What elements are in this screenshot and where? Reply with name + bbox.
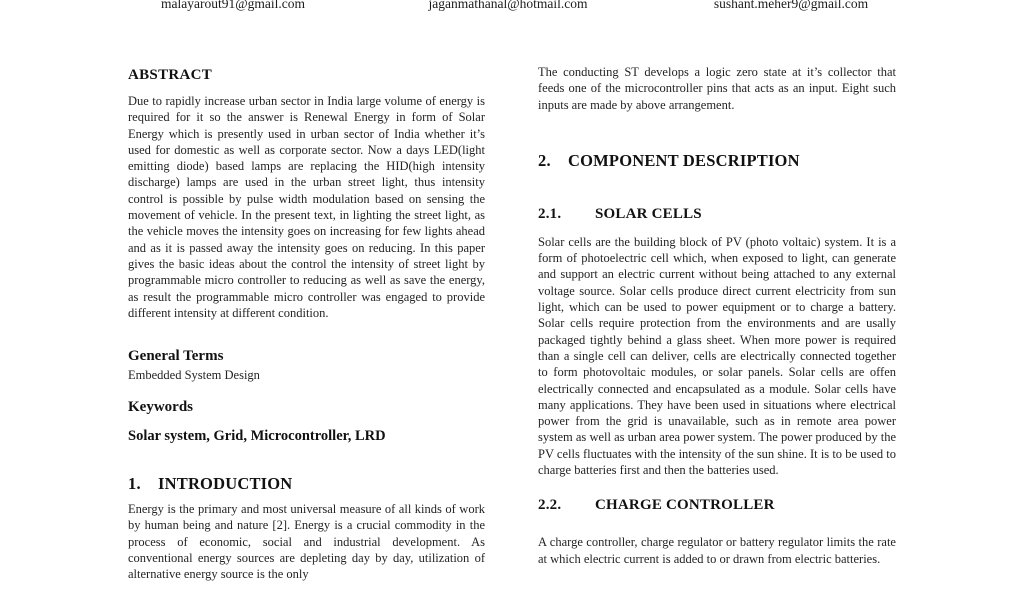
left-column <box>128 0 485 583</box>
charge-controller-paragraph: A charge controller, charge regulator or battery regulator limits the rate at which electric current is added to or drawn from electric batteries. <box>538 535 896 566</box>
section-2-heading <box>538 151 896 170</box>
section-2-2-number: 2.2. <box>538 497 562 514</box>
introduction-paragraph: Energy is the primary and most universal measure of all kinds of work by human being and nature [2]. Energy is a crucial commodity in the process of economic, social and industrial development. As conventional energy sources are depleting day by day, utilization of alternative energy source is the only <box>128 502 485 582</box>
general-terms-heading: General Terms <box>128 348 224 365</box>
section-2-2-title: CHARGE CONTROLLER <box>595 497 775 514</box>
right-column <box>538 0 896 567</box>
section-1-number: 1. <box>128 474 141 494</box>
author-email-2: jaganmathanal@hotmail.com <box>428 0 588 11</box>
abstract-paragraph: Due to rapidly increase urban sector in India large volume of energy is required for it so the answer is Renewal Energy in form of Solar Energy which is presently used in urban sector of India whether it’s used for domestic as well as corporate sector. Now a days LED(light emitting diode) based lamps are replacing the HID(high intensity discharge) lamps are used in the urban street light, thus intensity control is possible by pulse width modulation based on sensing the movement of vehicle. In the present text, in lighting the street light, as the vehicle moves the intensity goes on increasing for few lights ahead and as it is passed away the intensity goes on reducing. In this paper gives the basic ideas about the control the intensity of street light by programmable micro controller to reducing as well as save the energy, as result the programmable micro controller was engaged to provide different intensity at different condition. <box>128 94 485 320</box>
abstract-heading: ABSTRACT <box>128 67 213 83</box>
section-2-1-heading <box>538 205 896 223</box>
general-terms-text: Embedded System Design <box>128 368 260 383</box>
section-1-heading <box>128 474 485 493</box>
section-1-title: INTRODUCTION <box>158 474 293 494</box>
author-email-3: sushant.meher9@gmail.com <box>713 0 869 11</box>
section-2-1-title: SOLAR CELLS <box>595 205 702 222</box>
section-2-2-heading <box>538 496 896 514</box>
section-2-title: COMPONENT DESCRIPTION <box>568 150 800 170</box>
author-email-1: malayarout91@gmail.com <box>160 0 306 11</box>
section-2-number: 2. <box>538 150 551 170</box>
section-2-1-number: 2.1. <box>538 205 562 222</box>
keywords-text: Solar system, Grid, Microcontroller, LRD <box>128 428 386 445</box>
solar-cells-paragraph: Solar cells are the building block of PV (photo voltaic) system. It is a form of photoelectric cell which, when exposed to light, can generate and support an electric current without being attached to any external voltage source. Solar cells produce direct current electricity from sun light, which can be used to power equipment or to charge a battery. Solar cells require protection from the environments and are usally packaged tightly behind a glass sheet. When more power is required than a single cell can deliver, cells are electrically connected together to form photovoltaic modules, or solar panels. Solar cells are offen electrically connected and encapsulated as a module. Solar cells have many applications. They have been used in situations where electrical power from the grid is unavailable, such as in remote area power system as well as urban area power system. The power produced by the PV cells fluctuates with the intensity of the sun shine. It is to be used to charge batteries first and then the batteries used. <box>538 234 896 478</box>
microcontroller-paragraph: The conducting ST develops a logic zero state at it’s collector that feeds one of the microcontroller pins that acts as an input. Eight such inputs are made by above arrangement. <box>538 65 896 112</box>
keywords-heading: Keywords <box>128 399 193 416</box>
